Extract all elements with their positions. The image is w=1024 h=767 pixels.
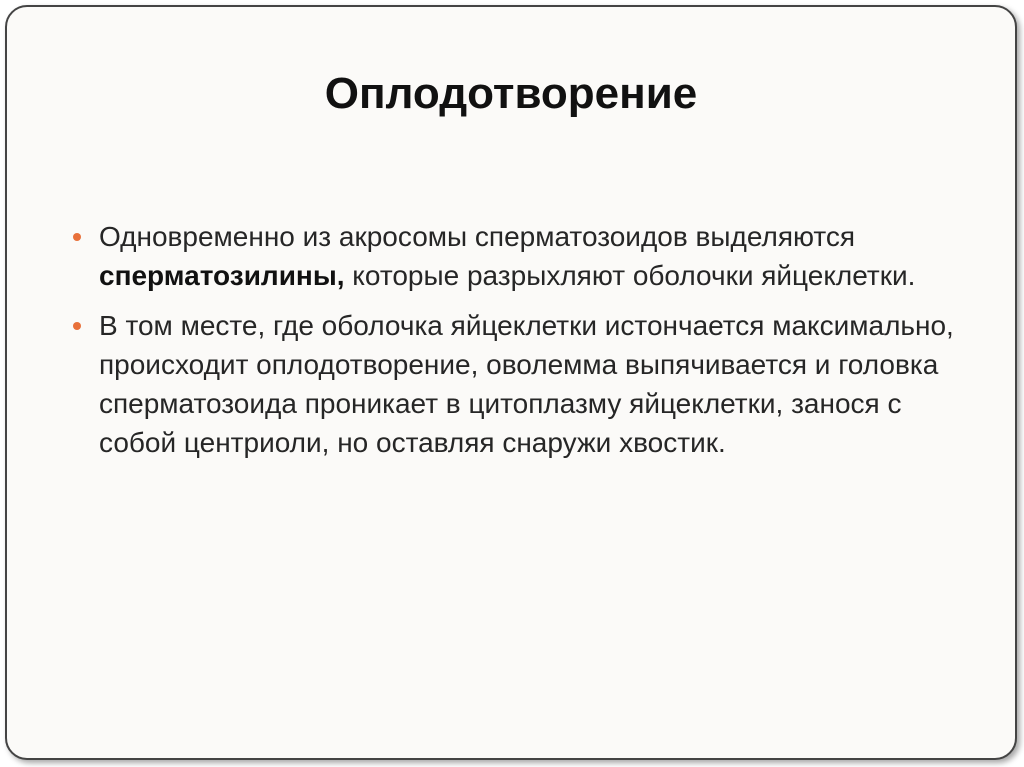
bullet-text-after: которые разрыхляют оболочки яйцеклетки. [344,260,916,291]
bullet-item [99,306,979,462]
bullet-dot-icon [73,322,81,330]
slide-frame [5,5,1017,760]
slide-title: Оплодотворение [324,69,698,118]
bullet-dot-icon [73,233,81,241]
bullet-item [99,217,979,295]
bullet-text: В том месте, где оболочка яйцеклетки истончается максимально, происходит оплодотворение, оволемма выпячивается и головка сперматозоида проникает в цитоплазму яйцеклетки, занося с собой центриоли, но оставляя снаружи хвостик. [99,310,954,458]
bullet-text-bold-term: сперматозилины, [99,260,345,291]
bullet-list [99,217,979,473]
bullet-text-before: Одновременно из акросомы сперматозоидов выделяются [99,221,856,252]
